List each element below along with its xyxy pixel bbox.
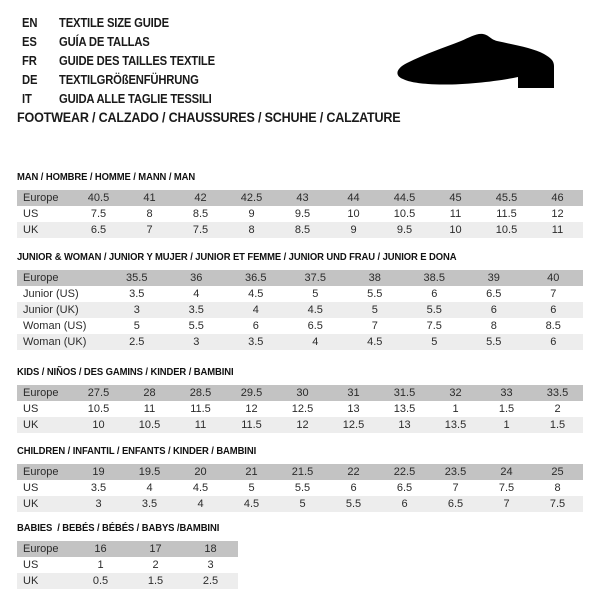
table-row xyxy=(17,334,583,350)
size-cell: 9.5 xyxy=(379,222,430,238)
size-cell: 13 xyxy=(347,403,360,415)
size-cell: 4 xyxy=(193,288,200,300)
section-title-kids: KIDS / NIÑOS / DES GAMINS / KINDER / BAMBINI xyxy=(17,366,234,378)
size-cell: 11 xyxy=(143,403,156,415)
size-cell: 4.5 xyxy=(192,482,209,494)
size-table-kids xyxy=(17,385,583,433)
size-cell: 19.5 xyxy=(124,464,175,480)
size-cell: 12.5 xyxy=(328,417,379,433)
table-row xyxy=(17,573,238,589)
size-cell: 12.5 xyxy=(291,403,314,415)
size-cell: 7.5 xyxy=(426,320,442,332)
language-row-es xyxy=(22,32,232,51)
size-cell: 22.5 xyxy=(379,464,430,480)
row-label-cell: Junior (UK) xyxy=(17,302,107,318)
size-cell: 12 xyxy=(245,403,258,415)
size-cell: 18 xyxy=(183,541,238,557)
size-cell: 2 xyxy=(152,559,159,571)
size-cell: 31 xyxy=(328,385,379,401)
language-code: DE xyxy=(22,72,38,87)
size-cell: 8 xyxy=(226,222,277,238)
language-code: FR xyxy=(22,53,37,68)
size-cell: 11.5 xyxy=(226,417,277,433)
size-cell: 12 xyxy=(551,208,564,220)
table-row xyxy=(17,401,583,417)
size-section-babies xyxy=(17,522,242,589)
table-row xyxy=(17,464,583,480)
size-cell: 44.5 xyxy=(379,190,430,206)
size-section-children xyxy=(17,445,583,512)
size-cell: 9 xyxy=(248,208,255,220)
size-table-junior-woman xyxy=(17,270,583,350)
size-cell: 23.5 xyxy=(430,464,481,480)
row-label-cell: UK xyxy=(17,496,73,512)
language-code: IT xyxy=(22,91,32,106)
row-label-cell: Europe xyxy=(17,464,73,480)
size-cell: 7.5 xyxy=(532,496,583,512)
size-cell: 5.5 xyxy=(294,482,311,494)
size-cell: 6.5 xyxy=(396,482,413,494)
size-cell: 1 xyxy=(97,559,104,571)
size-cell: 10.5 xyxy=(124,417,175,433)
size-cell: 1.5 xyxy=(532,417,583,433)
size-cell: 11.5 xyxy=(496,208,517,220)
size-cell: 30 xyxy=(277,385,328,401)
size-cell: 37.5 xyxy=(286,270,346,286)
table-row xyxy=(17,496,583,512)
language-title-list xyxy=(22,13,232,108)
size-cell: 39 xyxy=(464,270,524,286)
size-cell: 16 xyxy=(73,541,128,557)
size-section-man xyxy=(17,171,583,238)
section-title-children: CHILDREN / INFANTIL / ENFANTS / KINDER / BAMBINI xyxy=(17,445,257,457)
size-section-junior-woman xyxy=(17,251,583,350)
size-cell: 42.5 xyxy=(226,190,277,206)
size-cell: 13 xyxy=(379,417,430,433)
size-cell: 8.5 xyxy=(192,208,209,220)
size-cell: 27.5 xyxy=(73,385,124,401)
size-table-man xyxy=(17,190,583,238)
language-row-de xyxy=(22,70,232,89)
size-cell: 10 xyxy=(347,208,360,220)
size-cell: 4 xyxy=(146,482,153,494)
row-label-cell: Junior (US) xyxy=(23,288,79,300)
table-row xyxy=(17,480,583,496)
size-cell: 5 xyxy=(345,302,405,318)
size-cell: 4.5 xyxy=(248,288,264,300)
size-cell: 7 xyxy=(124,222,175,238)
size-cell: 36 xyxy=(167,270,227,286)
section-title-babies: BABIES / BEBÉS / BÉBÉS / BABYS /BAMBINI xyxy=(17,522,220,534)
size-cell: 7.5 xyxy=(90,208,107,220)
language-label: TEXTILE SIZE GUIDE xyxy=(59,15,169,30)
table-row xyxy=(17,385,583,401)
size-section-kids xyxy=(17,366,583,433)
size-cell: 8 xyxy=(554,482,561,494)
size-cell: 4 xyxy=(226,302,286,318)
size-cell: 4.5 xyxy=(226,496,277,512)
size-cell: 4.5 xyxy=(345,334,405,350)
size-cell: 21.5 xyxy=(277,464,328,480)
language-label: GUIDA ALLE TAGLIE TESSILI xyxy=(59,91,212,106)
language-code: EN xyxy=(22,15,38,30)
size-cell: 0.5 xyxy=(73,573,128,589)
size-cell: 3 xyxy=(167,334,227,350)
size-cell: 12 xyxy=(277,417,328,433)
size-cell: 8 xyxy=(490,320,497,332)
size-cell: 6 xyxy=(350,482,357,494)
size-cell: 1.5 xyxy=(128,573,183,589)
size-cell: 5 xyxy=(312,288,319,300)
language-row-fr xyxy=(22,51,232,70)
size-cell: 19 xyxy=(73,464,124,480)
size-cell: 1 xyxy=(481,417,532,433)
size-cell: 6.5 xyxy=(73,222,124,238)
size-cell: 28 xyxy=(124,385,175,401)
row-label-cell: UK xyxy=(17,417,73,433)
size-cell: 45.5 xyxy=(481,190,532,206)
row-label-cell: UK xyxy=(17,222,73,238)
size-cell: 5 xyxy=(133,320,140,332)
table-row xyxy=(17,557,238,573)
table-row xyxy=(17,417,583,433)
size-cell: 7 xyxy=(550,288,557,300)
size-cell: 5.5 xyxy=(405,302,465,318)
table-row xyxy=(17,318,583,334)
size-cell: 10.5 xyxy=(481,222,532,238)
language-label: GUÍA DE TALLAS xyxy=(59,34,150,49)
size-cell: 1.5 xyxy=(498,403,515,415)
size-cell: 9 xyxy=(328,222,379,238)
size-cell: 2 xyxy=(554,403,561,415)
size-cell: 44 xyxy=(328,190,379,206)
size-cell: 5.5 xyxy=(367,288,383,300)
size-cell: 3.5 xyxy=(90,482,107,494)
size-cell: 2.5 xyxy=(183,573,238,589)
size-cell: 2.5 xyxy=(107,334,167,350)
row-label-cell: US xyxy=(23,482,39,494)
size-cell: 11.5 xyxy=(190,403,211,415)
table-row xyxy=(17,222,583,238)
table-row xyxy=(17,302,583,318)
size-cell: 4 xyxy=(175,496,226,512)
size-table-babies xyxy=(17,541,238,589)
category-title: FOOTWEAR / CALZADO / CHAUSSURES / SCHUHE / CALZATURE xyxy=(17,110,401,125)
size-cell: 7 xyxy=(371,320,378,332)
table-row xyxy=(17,190,583,206)
size-cell: 40 xyxy=(524,270,584,286)
size-cell: 36.5 xyxy=(226,270,286,286)
size-cell: 7.5 xyxy=(175,222,226,238)
row-label-cell: Europe xyxy=(17,270,107,286)
size-cell: 10 xyxy=(430,222,481,238)
dress-shoe-icon xyxy=(393,33,571,97)
row-label-cell: Europe xyxy=(17,541,73,557)
row-label-cell: US xyxy=(23,208,39,220)
language-row-it xyxy=(22,89,232,108)
size-cell: 11 xyxy=(175,417,226,433)
size-cell: 10 xyxy=(73,417,124,433)
size-cell: 33 xyxy=(481,385,532,401)
size-cell: 4 xyxy=(286,334,346,350)
size-cell: 3.5 xyxy=(226,334,286,350)
row-label-cell: Woman (US) xyxy=(23,320,87,332)
table-row xyxy=(17,541,238,557)
size-cell: 6 xyxy=(524,334,584,350)
size-cell: 3.5 xyxy=(124,496,175,512)
size-cell: 5 xyxy=(248,482,255,494)
row-label-cell: US xyxy=(23,403,39,415)
size-cell: 5 xyxy=(277,496,328,512)
size-cell: 3 xyxy=(73,496,124,512)
size-cell: 5.5 xyxy=(328,496,379,512)
size-cell: 11 xyxy=(532,222,583,238)
size-cell: 24 xyxy=(481,464,532,480)
row-label-cell: US xyxy=(23,559,39,571)
size-cell: 8 xyxy=(146,208,153,220)
size-cell: 4.5 xyxy=(286,302,346,318)
size-cell: 13.5 xyxy=(393,403,416,415)
size-cell: 7 xyxy=(452,482,459,494)
size-cell: 33.5 xyxy=(532,385,583,401)
size-cell: 6 xyxy=(524,302,584,318)
size-cell: 6 xyxy=(431,288,438,300)
size-cell: 31.5 xyxy=(379,385,430,401)
size-cell: 6.5 xyxy=(307,320,323,332)
size-cell: 17 xyxy=(128,541,183,557)
size-table-children xyxy=(17,464,583,512)
size-cell: 45 xyxy=(430,190,481,206)
size-cell: 6 xyxy=(252,320,259,332)
size-cell: 43 xyxy=(277,190,328,206)
size-cell: 6 xyxy=(379,496,430,512)
table-row xyxy=(17,270,583,286)
language-label: TEXTILGRÖßENFÜHRUNG xyxy=(59,72,199,87)
size-cell: 6.5 xyxy=(430,496,481,512)
row-label-cell: Woman (UK) xyxy=(17,334,107,350)
size-cell: 3.5 xyxy=(129,288,145,300)
size-cell: 13.5 xyxy=(430,417,481,433)
size-cell: 3.5 xyxy=(167,302,227,318)
size-cell: 29.5 xyxy=(226,385,277,401)
language-code: ES xyxy=(22,34,37,49)
size-cell: 42 xyxy=(175,190,226,206)
table-row xyxy=(17,206,583,222)
size-cell: 5.5 xyxy=(188,320,204,332)
size-cell: 1 xyxy=(452,403,459,415)
size-cell: 11 xyxy=(449,208,462,220)
size-cell: 5.5 xyxy=(464,334,524,350)
row-label-cell: UK xyxy=(17,573,73,589)
size-cell: 22 xyxy=(328,464,379,480)
size-cell: 28.5 xyxy=(175,385,226,401)
size-cell: 38.5 xyxy=(405,270,465,286)
size-cell: 3 xyxy=(107,302,167,318)
size-cell: 35.5 xyxy=(107,270,167,286)
size-cell: 3 xyxy=(207,559,214,571)
size-cell: 9.5 xyxy=(294,208,311,220)
size-cell: 21 xyxy=(226,464,277,480)
size-cell: 7.5 xyxy=(498,482,515,494)
size-cell: 10.5 xyxy=(393,208,416,220)
section-title-junior-woman: JUNIOR & WOMAN / JUNIOR Y MUJER / JUNIOR ET FEMME / JUNIOR UND FRAU / JUNIOR E DONA xyxy=(17,251,457,263)
size-cell: 8.5 xyxy=(277,222,328,238)
size-cell: 8.5 xyxy=(545,320,561,332)
size-cell: 10.5 xyxy=(87,403,110,415)
section-title-man: MAN / HOMBRE / HOMME / MANN / MAN xyxy=(17,171,196,183)
size-cell: 5 xyxy=(405,334,465,350)
language-label: GUIDE DES TAILLES TEXTILE xyxy=(59,53,215,68)
size-cell: 41 xyxy=(124,190,175,206)
table-row xyxy=(17,286,583,302)
size-cell: 7 xyxy=(481,496,532,512)
size-cell: 46 xyxy=(532,190,583,206)
size-cell: 40.5 xyxy=(73,190,124,206)
size-cell: 32 xyxy=(430,385,481,401)
size-cell: 6.5 xyxy=(486,288,502,300)
size-cell: 38 xyxy=(345,270,405,286)
row-label-cell: Europe xyxy=(17,190,73,206)
size-cell: 25 xyxy=(532,464,583,480)
row-label-cell: Europe xyxy=(17,385,73,401)
size-cell: 6 xyxy=(464,302,524,318)
language-row-en xyxy=(22,13,232,32)
size-cell: 20 xyxy=(175,464,226,480)
